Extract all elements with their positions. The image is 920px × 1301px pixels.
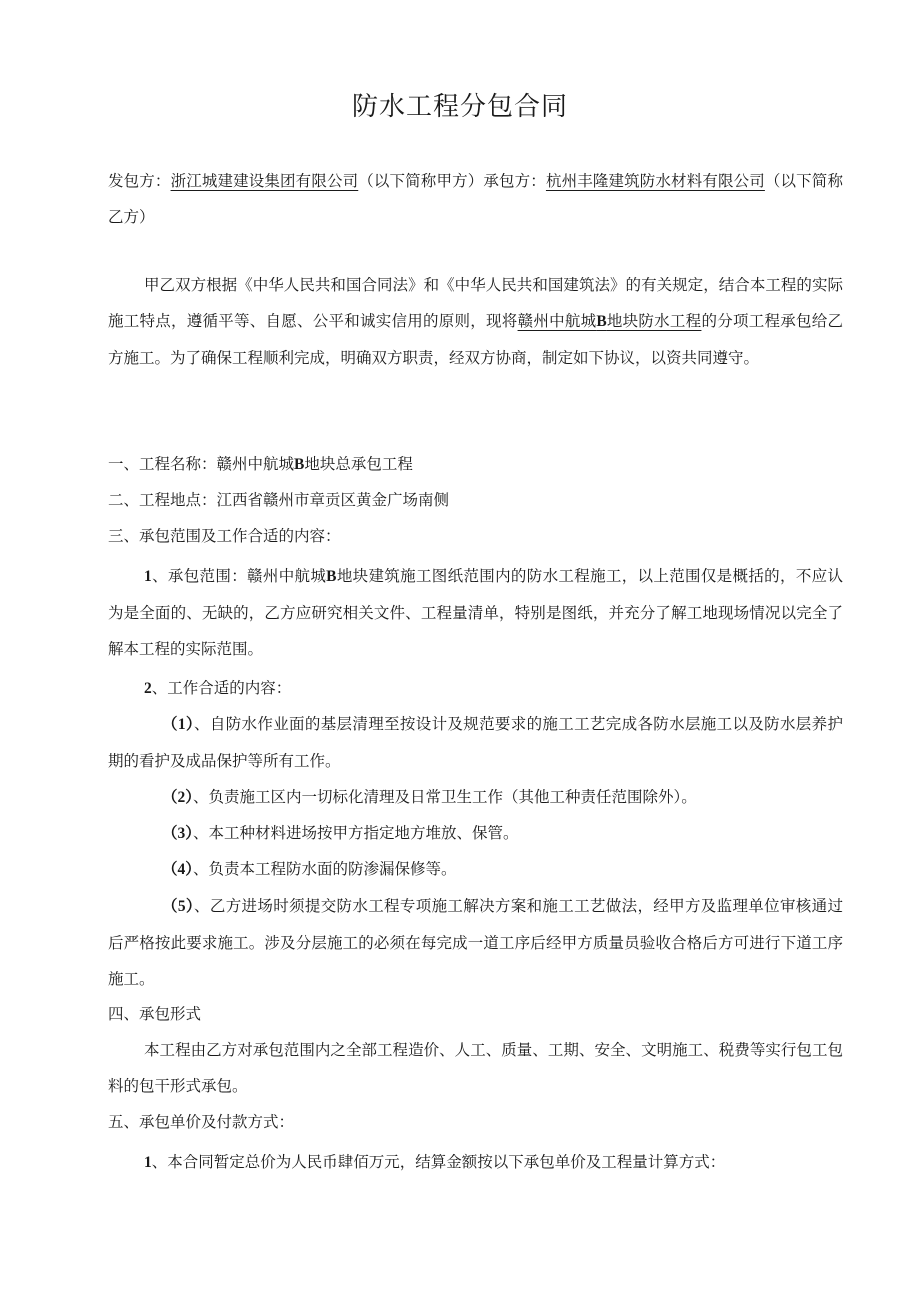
intro-text-b: 的分项工程承包给乙方施工。为了确保工程顺利完成，明确双方职责，经双方协商，制定如下协议，以资共同遵守。 [108, 312, 843, 367]
section-5-heading: 五、承包单价及付款方式： [108, 1113, 295, 1131]
intro-project-b: B [596, 313, 607, 330]
section-3-sub-2 [108, 779, 843, 816]
document-title: 防水工程分包合同 [351, 92, 568, 122]
section-4-text: 本工程由乙方对承包范围内之全部工程造价、人工、质量、工期、安全、文明施工、税费等实行包工包料的包干形式承包。 [108, 1041, 843, 1095]
section-2-text: 江西省赣州市章贡区黄金广场南侧 [216, 491, 450, 509]
section-1-text-a: 赣州中航城 [216, 455, 295, 473]
intro-text-a: 甲乙双方根据《中华人民共和国合同法》和《中华人民共和国建筑法》的有关规定，结合本工程的实际施工特点，遵循平等、自愿、公平和诚实信用的原则，现将 [108, 276, 843, 330]
section-3-item-1-text-a: 、承包范围：赣州中航城 [151, 567, 327, 585]
section-1-text-c: 地块总承包工程 [304, 455, 413, 473]
intro-project-c: 地块防水工程 [606, 312, 702, 330]
section-3-sub-4-number: （4） [162, 861, 194, 878]
section-3-sub-2-text: 、负责施工区内一切标化清理及日常卫生工作（其他工种责任范围除外）。 [193, 788, 697, 806]
parties-paragraph [108, 163, 843, 235]
section-3-sub-5 [108, 888, 843, 997]
section-1-label: 一、工程名称： [108, 455, 217, 473]
section-3-sub-5-number: （5） [162, 898, 195, 915]
section-3-sub-1 [108, 706, 843, 779]
intro-project-name [518, 312, 702, 330]
section-3-sub-4 [108, 851, 843, 888]
section-3-sub-2-number: （2） [162, 789, 194, 806]
subcontractor-label: 承包方： [483, 172, 546, 190]
intro-paragraph [108, 267, 843, 376]
contractor-note: （以下简称甲方） [358, 172, 484, 190]
subcontractor-name: 杭州丰隆建筑防水材料有限公司 [545, 172, 765, 190]
section-1-text-b: B [294, 456, 305, 473]
section-3-sub-3-number: （3） [162, 825, 194, 842]
subcontractor-note: （以下简称乙方） [108, 172, 843, 226]
contractor-name: 浙江城建建设集团有限公司 [170, 172, 359, 190]
section-3-item-1 [108, 558, 843, 667]
section-3-item-2-text: 、工作合适的内容： [151, 679, 292, 697]
section-3-sub-4-text: 、负责本工程防水面的防渗漏保修等。 [193, 860, 457, 878]
section-3-heading: 三、承包范围及工作合适的内容： [108, 527, 341, 545]
section-3-item-2-number: 2 [144, 680, 152, 697]
section-3-sub-5-text: 、乙方进场时须提交防水工程专项施工解决方案和施工工艺做法，经甲方及监理单位审核通过后严格按此要求施工。涉及分层施工的必须在每完成一道工序后经甲方质量员验收合格后方可进行下道工序施工。 [108, 897, 843, 988]
section-2-label: 二、工程地点： [108, 491, 217, 509]
section-5-item-1-number: 1 [144, 1154, 152, 1171]
section-1-project-name [108, 446, 843, 483]
section-3-sub-1-number: （1） [162, 716, 195, 733]
section-5-item-1 [108, 1144, 843, 1181]
section-3-sub-3 [108, 815, 843, 852]
section-5-item-1-text: 、本合同暂定总价为人民币肆佰万元，结算金额按以下承包单价及工程量计算方式： [151, 1153, 726, 1171]
section-3-item-1-number: 1 [144, 568, 152, 585]
section-4-heading: 四、承包形式 [108, 1005, 202, 1023]
section-3-sub-1-text: 、自防水作业面的基层清理至按设计及规范要求的施工工艺完成各防水层施工以及防水层养护期的看护及成品保护等所有工作。 [108, 715, 843, 770]
intro-project-a: 赣州中航城 [517, 312, 597, 330]
section-2-location [108, 482, 843, 518]
section-3-sub-3-text: 、本工种材料进场按甲方指定地方堆放、保管。 [193, 824, 519, 842]
section-3-item-1-text-c: 地块建筑施工图纸范围内的防水工程施工，以上范围仅是概括的，不应认为是全面的、无缺的，乙方应研究相关文件、工程量清单，特别是图纸，并充分了解工地现场情况以完全了解本工程的实际范围。 [108, 567, 843, 658]
section-3-item-2 [108, 670, 843, 707]
section-3-item-1-text-b: B [326, 568, 337, 585]
contractor-label: 发包方： [108, 172, 171, 190]
